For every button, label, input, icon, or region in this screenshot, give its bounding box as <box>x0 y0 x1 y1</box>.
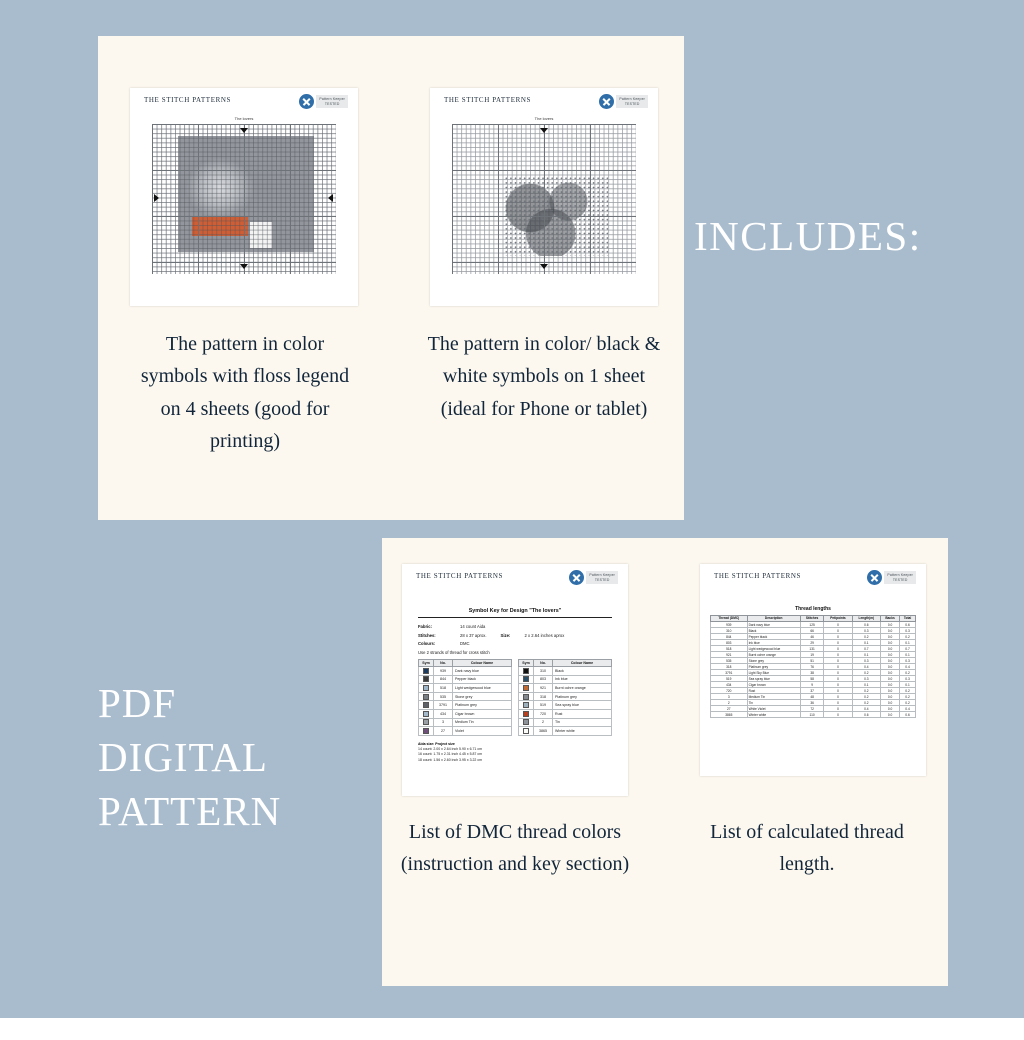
symbol-cell <box>519 727 534 736</box>
stamp-text <box>316 95 348 108</box>
table-cell: 0.0 <box>881 700 900 706</box>
symbol-key-body <box>418 608 612 763</box>
meta-label: Fabric: <box>418 624 432 629</box>
table-header-row <box>419 660 512 667</box>
table-cell: 0.4 <box>852 664 880 670</box>
table-cell: 939 <box>711 622 748 628</box>
table-cell: 0.7 <box>852 646 880 652</box>
column-header-name: Colour Name <box>453 660 512 667</box>
key-table-left-body <box>419 667 512 736</box>
table-cell: 0.1 <box>900 652 916 658</box>
table-cell: 0.0 <box>881 640 900 646</box>
chart-label: The lovers <box>534 116 554 121</box>
colour-name-cell: Light wedgewood blue <box>453 684 512 693</box>
chart-grid-bold <box>152 124 336 274</box>
footer-line-3: 18 count: 1.56 x 2.60 inch 3.95 x 3.22 cm <box>418 757 483 762</box>
pattern-keeper-stamp <box>569 570 618 585</box>
column-header-backs: Backs <box>881 615 900 622</box>
table-cell: 310 <box>711 628 748 634</box>
chart-marker-right <box>328 194 333 202</box>
color-swatch <box>423 668 429 674</box>
sheet-title: THE STITCH PATTERNS <box>416 572 503 580</box>
key-footer <box>418 742 612 763</box>
footer-line-2: 16 count: 1.75 x 2.31 inch 4.45 x 5.87 cm <box>418 752 483 757</box>
table-cell: 125 <box>800 622 824 628</box>
table-cell: 0.0 <box>881 652 900 658</box>
colour-name-cell: Platinum grey <box>453 701 512 710</box>
colour-name-cell: Sea spray blue <box>553 701 612 710</box>
table-cell: 0.0 <box>881 670 900 676</box>
symbol-cell <box>519 667 534 676</box>
table-cell: 0.6 <box>900 712 916 718</box>
color-swatch <box>423 694 429 700</box>
table-row <box>519 709 612 718</box>
stamp-line-1: Pattern Keeper <box>619 96 645 101</box>
footer-line-1: 14 count: 2.00 x 2.64 inch 5.90 x 6.71 cm <box>418 747 483 751</box>
table-row <box>519 692 612 701</box>
table-cell: 0 <box>824 712 852 718</box>
table-cell: 921 <box>711 652 748 658</box>
thread-lengths-heading: Thread lengths <box>795 606 831 612</box>
thread-number-cell: 720 <box>534 709 553 718</box>
chart-marker-bottom <box>540 264 548 269</box>
table-cell: 0.1 <box>852 682 880 688</box>
table-cell: 0 <box>824 640 852 646</box>
pdf-heading-line-1: PDF <box>98 680 177 726</box>
table-row <box>519 727 612 736</box>
meta-row-stitches <box>418 633 612 638</box>
table-cell: White Violet <box>747 706 800 712</box>
color-swatch <box>423 711 429 717</box>
chart-grid-bold <box>452 124 636 274</box>
cross-stitch-icon <box>299 94 314 109</box>
stamp-text <box>586 571 618 584</box>
symbol-cell <box>419 684 434 693</box>
thread-number-cell: 3865 <box>534 727 553 736</box>
table-cell: 131 <box>800 646 824 652</box>
table-cell: 519 <box>711 676 748 682</box>
table-cell: 0.6 <box>900 622 916 628</box>
table-cell: 0.2 <box>900 634 916 640</box>
table-cell: 0.0 <box>881 646 900 652</box>
table-cell: 0.3 <box>852 658 880 664</box>
symbol-cell <box>519 718 534 727</box>
table-cell: Cigar brown <box>747 682 800 688</box>
table-cell: Dark navy blue <box>747 622 800 628</box>
table-cell: 0.1 <box>900 640 916 646</box>
color-chart <box>152 116 336 274</box>
symbol-cell <box>419 709 434 718</box>
column-header-petipoints: Petipoints <box>824 615 852 622</box>
column-header-name: Colour Name <box>553 660 612 667</box>
table-cell: 2 <box>711 700 748 706</box>
table-cell: 0 <box>824 658 852 664</box>
table-cell: 0 <box>824 670 852 676</box>
meta-value-size: 2 x 2.64 inches aprox <box>524 632 565 638</box>
color-swatch <box>523 728 529 734</box>
table-cell: 27 <box>711 706 748 712</box>
table-cell: 0 <box>824 628 852 634</box>
stamp-line-2: TESTED <box>594 577 610 582</box>
table-cell: 844 <box>711 634 748 640</box>
table-cell: 720 <box>711 688 748 694</box>
table-row <box>419 692 512 701</box>
table-cell: 0.1 <box>852 640 880 646</box>
table-cell: 29 <box>800 640 824 646</box>
colour-name-cell: Black <box>553 667 612 676</box>
table-row <box>711 712 916 718</box>
chart-marker-bottom <box>240 264 248 269</box>
table-cell: 0.6 <box>852 712 880 718</box>
column-header-sym: Sym <box>419 660 434 667</box>
color-swatch <box>423 719 429 725</box>
table-row <box>519 667 612 676</box>
symbol-cell <box>419 692 434 701</box>
thread-number-cell: 803 <box>534 675 553 684</box>
symbol-cell <box>419 667 434 676</box>
table-cell: 66 <box>800 628 824 634</box>
stamp-line-2: TESTED <box>324 101 340 106</box>
sheet-color-symbols <box>130 88 358 306</box>
column-header-total: Total <box>900 615 916 622</box>
table-cell: 0.4 <box>900 706 916 712</box>
includes-heading: INCLUDES: <box>694 213 922 259</box>
table-cell: 0.0 <box>881 694 900 700</box>
meta-value: 28 x 37 aprox. <box>460 632 487 638</box>
column-header-stitches: Stitches <box>800 615 824 622</box>
table-cell: 0.2 <box>852 688 880 694</box>
colour-name-cell: Ink blue <box>553 675 612 684</box>
sheet-thread-lengths <box>700 564 926 776</box>
sheet-symbol-key <box>402 564 628 796</box>
table-cell: 0.2 <box>900 688 916 694</box>
meta-row-fabric <box>418 624 612 629</box>
meta-value: DMC <box>460 641 470 646</box>
table-cell: 0.2 <box>852 694 880 700</box>
thread-number-cell: 2 <box>534 718 553 727</box>
key-table-right <box>518 659 612 736</box>
chart-label: The lovers <box>234 116 254 121</box>
table-cell: 0.0 <box>881 664 900 670</box>
table-cell: 9 <box>800 682 824 688</box>
table-cell: 0.3 <box>900 676 916 682</box>
colour-name-cell: Medium Tin <box>453 718 512 727</box>
table-cell: 0.0 <box>881 634 900 640</box>
column-header-thread: Thread (DMC) <box>711 615 748 622</box>
table-cell: 0 <box>824 694 852 700</box>
table-cell: 48 <box>800 694 824 700</box>
table-row <box>419 727 512 736</box>
table-cell: Light Sky Blue <box>747 670 800 676</box>
divider <box>418 617 612 618</box>
table-cell: 0.0 <box>881 712 900 718</box>
table-cell: 19 <box>800 652 824 658</box>
table-cell: 58 <box>800 676 824 682</box>
stamp-text <box>884 571 916 584</box>
thread-lengths-body <box>710 606 916 718</box>
sheet-bw-symbols <box>430 88 658 306</box>
thread-number-cell: 310 <box>534 667 553 676</box>
table-row <box>419 675 512 684</box>
table-cell: 38 <box>800 670 824 676</box>
table-header-row <box>519 660 612 667</box>
symbol-cell <box>419 727 434 736</box>
table-cell: Stone grey <box>747 658 800 664</box>
pattern-keeper-stamp <box>299 94 348 109</box>
cross-stitch-icon <box>867 570 882 585</box>
key-table-left <box>418 659 512 736</box>
thread-number-cell: 939 <box>434 667 453 676</box>
table-cell: 0.2 <box>852 634 880 640</box>
table-cell: 0 <box>824 676 852 682</box>
sheet-header <box>700 564 926 590</box>
table-cell: 3 <box>711 694 748 700</box>
color-swatch <box>523 668 529 674</box>
pattern-keeper-stamp <box>599 94 648 109</box>
table-cell: 0 <box>824 646 852 652</box>
thread-lengths-table-body <box>711 622 916 718</box>
table-cell: 0.6 <box>852 622 880 628</box>
symbol-cell <box>419 718 434 727</box>
table-cell: 0.3 <box>900 658 916 664</box>
stamp-line-2: TESTED <box>892 577 908 582</box>
table-cell: Winter white <box>747 712 800 718</box>
color-swatch <box>523 685 529 691</box>
key-note: Use 2 strands of thread for cross stitch <box>418 650 490 655</box>
table-cell: 518 <box>711 646 748 652</box>
color-swatch <box>423 702 429 708</box>
table-cell: 72 <box>800 706 824 712</box>
table-cell: Platinum grey <box>747 664 800 670</box>
cross-stitch-icon <box>599 94 614 109</box>
sheet-title: THE STITCH PATTERNS <box>444 96 531 104</box>
table-cell: 0.4 <box>852 706 880 712</box>
table-cell: Black <box>747 628 800 634</box>
thread-number-cell: 27 <box>434 727 453 736</box>
table-row <box>519 675 612 684</box>
stamp-text <box>616 95 648 108</box>
table-cell: 0 <box>824 622 852 628</box>
table-cell: Burnt ochre orange <box>747 652 800 658</box>
colour-name-cell: Dark navy blue <box>453 667 512 676</box>
color-swatch <box>523 694 529 700</box>
table-cell: 0.0 <box>881 622 900 628</box>
column-header-no: No. <box>434 660 453 667</box>
sheet-header <box>430 88 658 114</box>
sheet-header <box>130 88 358 114</box>
table-cell: 76 <box>800 664 824 670</box>
caption-thread-length: List of calculated thread length. <box>710 821 904 876</box>
table-cell: 0 <box>824 634 852 640</box>
table-cell: 0.2 <box>900 694 916 700</box>
key-tables <box>418 659 612 736</box>
color-swatch <box>523 702 529 708</box>
table-row <box>419 718 512 727</box>
symbol-cell <box>519 692 534 701</box>
symbol-cell <box>519 675 534 684</box>
table-cell: 0.2 <box>852 670 880 676</box>
table-row <box>419 701 512 710</box>
table-cell: 0 <box>824 652 852 658</box>
table-cell: 46 <box>800 634 824 640</box>
table-cell: 0.7 <box>900 646 916 652</box>
caption-dmc-list: List of DMC thread colors (instruction and key section) <box>400 821 630 876</box>
table-cell: 434 <box>711 682 748 688</box>
table-cell: 0.2 <box>900 700 916 706</box>
thread-number-cell: 434 <box>434 709 453 718</box>
bw-chart <box>452 116 636 274</box>
footer-title: Aida size: Project size <box>418 741 455 746</box>
thread-number-cell: 3791 <box>434 701 453 710</box>
table-cell: 803 <box>711 640 748 646</box>
bottom-panel <box>382 538 948 986</box>
color-swatch <box>523 711 529 717</box>
color-swatch <box>423 676 429 682</box>
symbol-key-heading: Symbol Key for Design "The lovers" <box>468 608 562 614</box>
sheet-title: THE STITCH PATTERNS <box>714 572 801 580</box>
sheet-title: THE STITCH PATTERNS <box>144 96 231 104</box>
colour-name-cell: Stone grey <box>453 692 512 701</box>
colour-name-cell: Pepper black <box>453 675 512 684</box>
table-cell: 0.2 <box>852 700 880 706</box>
color-swatch <box>523 719 529 725</box>
thread-number-cell: 921 <box>534 684 553 693</box>
table-cell: 0 <box>824 682 852 688</box>
table-cell: 51 <box>800 658 824 664</box>
table-cell: 0 <box>824 664 852 670</box>
table-row <box>519 701 612 710</box>
pdf-digital-pattern-heading <box>98 676 281 838</box>
table-cell: 3865 <box>711 712 748 718</box>
colour-name-cell: Cigar brown <box>453 709 512 718</box>
meta-label: Stitches: <box>418 632 436 638</box>
table-cell: 0.0 <box>881 628 900 634</box>
color-swatch <box>423 685 429 691</box>
chart-marker-top <box>240 128 248 133</box>
table-cell: 0.3 <box>852 676 880 682</box>
sheet-header <box>402 564 628 590</box>
thread-number-cell: 318 <box>534 692 553 701</box>
table-cell: 0.0 <box>881 676 900 682</box>
meta-row-colours <box>418 641 612 646</box>
table-cell: 0.3 <box>852 628 880 634</box>
symbol-cell <box>519 684 534 693</box>
color-swatch <box>423 728 429 734</box>
table-cell: 37 <box>800 688 824 694</box>
table-cell: Ink blue <box>747 640 800 646</box>
table-cell: 0.1 <box>852 652 880 658</box>
table-cell: Tin <box>747 700 800 706</box>
thread-number-cell: 3 <box>434 718 453 727</box>
stamp-line-2: TESTED <box>624 101 640 106</box>
column-header-length: Length(m) <box>852 615 880 622</box>
table-row <box>419 667 512 676</box>
chart-marker-left <box>154 194 159 202</box>
colour-name-cell: Violet <box>453 727 512 736</box>
table-cell: 0.4 <box>900 664 916 670</box>
table-cell: 318 <box>711 664 748 670</box>
table-header-row <box>711 615 916 622</box>
meta-label: Colours: <box>418 641 436 646</box>
symbol-cell <box>519 701 534 710</box>
table-cell: 0.3 <box>900 628 916 634</box>
table-cell: Sea spray blue <box>747 676 800 682</box>
cross-stitch-icon <box>569 570 584 585</box>
table-cell: 110 <box>800 712 824 718</box>
table-row <box>519 684 612 693</box>
chart-marker-top <box>540 128 548 133</box>
thread-number-cell: 518 <box>434 684 453 693</box>
table-cell: 0.1 <box>900 682 916 688</box>
stamp-line-1: Pattern Keeper <box>589 572 615 577</box>
symbol-cell <box>419 675 434 684</box>
column-header-no: No. <box>534 660 553 667</box>
table-row <box>519 718 612 727</box>
meta-label-size: Size: <box>500 632 511 638</box>
thread-number-cell: 844 <box>434 675 453 684</box>
pdf-heading-line-2: DIGITAL <box>98 734 268 781</box>
table-row <box>419 684 512 693</box>
table-cell: 535 <box>711 658 748 664</box>
colour-name-cell: Tin <box>553 718 612 727</box>
colour-name-cell: Burnt ochre orange <box>553 684 612 693</box>
thread-number-cell: 519 <box>534 701 553 710</box>
key-table-right-body <box>519 667 612 736</box>
stamp-line-1: Pattern Keeper <box>887 572 913 577</box>
table-cell: 0 <box>824 688 852 694</box>
bottom-white-strip <box>0 1018 1024 1040</box>
table-cell: 36 <box>800 700 824 706</box>
symbol-cell <box>519 709 534 718</box>
table-cell: Rust <box>747 688 800 694</box>
table-cell: Medium Tin <box>747 694 800 700</box>
symbol-cell <box>419 701 434 710</box>
caption-bw-symbols: The pattern in color/ black & white symbols on 1 sheet (ideal for Phone or tablet) <box>427 333 661 420</box>
colour-name-cell: Rust <box>553 709 612 718</box>
table-cell: 3791 <box>711 670 748 676</box>
column-header-description: Description <box>747 615 800 622</box>
table-row <box>419 709 512 718</box>
caption-color-symbols: The pattern in color symbols with floss legend on 4 sheets (good for printing) <box>140 333 350 453</box>
colour-name-cell: Winter white <box>553 727 612 736</box>
pattern-keeper-stamp <box>867 570 916 585</box>
table-cell: 0 <box>824 700 852 706</box>
table-cell: 0 <box>824 706 852 712</box>
pdf-heading-line-3: PATTERN <box>98 788 282 835</box>
colour-name-cell: Platinum grey <box>553 692 612 701</box>
stamp-line-1: Pattern Keeper <box>319 96 345 101</box>
table-cell: Pepper black <box>747 634 800 640</box>
table-cell: 0.0 <box>881 706 900 712</box>
meta-value: 14 count Aida <box>460 624 486 629</box>
thread-number-cell: 535 <box>434 692 453 701</box>
top-panel <box>98 36 684 520</box>
color-swatch <box>523 676 529 682</box>
column-header-sym: Sym <box>519 660 534 667</box>
table-cell: 0.2 <box>900 670 916 676</box>
table-cell: 0.0 <box>881 688 900 694</box>
table-cell: 0.0 <box>881 682 900 688</box>
table-cell: 0.0 <box>881 658 900 664</box>
table-cell: Light wedgewood blue <box>747 646 800 652</box>
thread-lengths-table <box>710 615 916 719</box>
